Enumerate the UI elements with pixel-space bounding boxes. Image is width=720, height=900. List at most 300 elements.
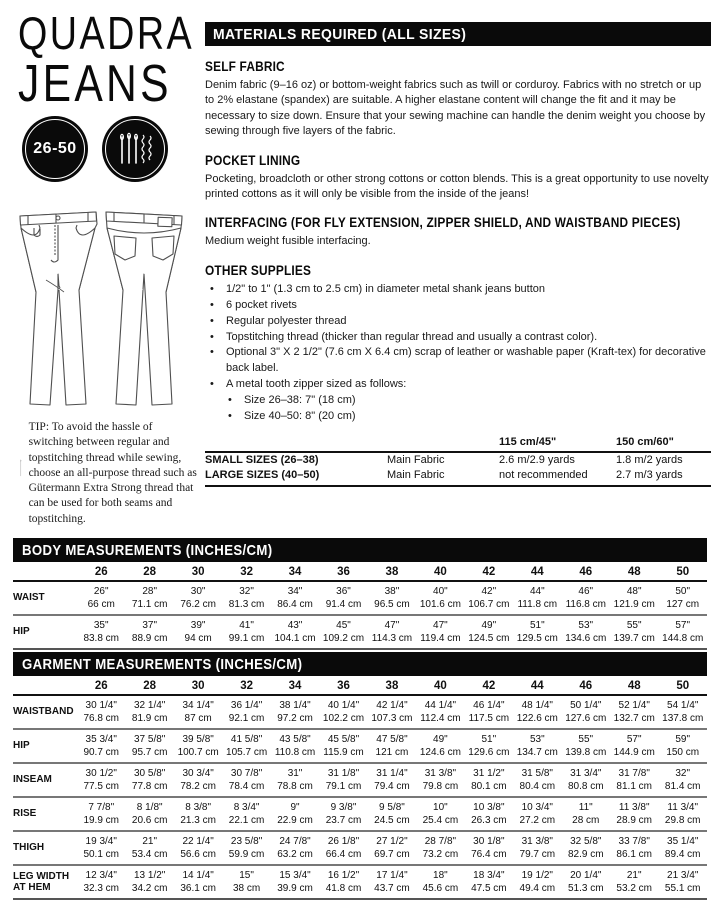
inches-value: 49" bbox=[481, 620, 497, 631]
inches-value: 35" bbox=[93, 620, 109, 631]
row-label: WAISTBAND bbox=[13, 706, 74, 718]
measurement-cell bbox=[271, 865, 319, 899]
measurement-cell bbox=[319, 615, 367, 649]
fabric-col-header bbox=[387, 435, 499, 452]
measurement-cell bbox=[658, 763, 707, 797]
inches-value: 32" bbox=[239, 586, 254, 597]
measurement-cell bbox=[77, 615, 125, 649]
row-label: LEG WIDTH AT HEM bbox=[13, 870, 70, 893]
measurement-cell bbox=[658, 729, 707, 763]
body-measurements-header-bar bbox=[13, 538, 707, 562]
measurement-cell bbox=[610, 831, 658, 865]
supply-item bbox=[205, 377, 711, 393]
measurement-cell bbox=[368, 763, 416, 797]
inches-value: 35 3/4" bbox=[85, 734, 117, 745]
inches-value: 59" bbox=[675, 734, 691, 745]
cm-value: 83.8 cm bbox=[83, 633, 120, 644]
row-label: HIP bbox=[13, 740, 30, 752]
size-col-header: 30 bbox=[174, 677, 222, 695]
measurement-cell bbox=[174, 615, 222, 649]
measurement-cell bbox=[610, 581, 658, 615]
measurement-cell bbox=[368, 695, 416, 729]
measurement-cell bbox=[465, 729, 513, 763]
measurement-cell bbox=[271, 615, 319, 649]
inches-value: 21" bbox=[142, 836, 158, 847]
bullet-icon: • bbox=[210, 298, 214, 311]
inches-value: 15 3/4" bbox=[279, 870, 311, 881]
inches-value: 23 5/8" bbox=[230, 836, 263, 847]
measurement-cell bbox=[416, 797, 464, 831]
size-col-header: 42 bbox=[465, 677, 513, 695]
needles-badge bbox=[102, 116, 168, 182]
fabric-cell: 2.7 m/3 yards bbox=[616, 468, 711, 486]
cm-value: 91.4 cm bbox=[325, 599, 362, 610]
cm-value: 104.1 cm bbox=[274, 633, 316, 644]
body-measurements-table bbox=[13, 563, 707, 650]
inches-value: 9 5/8" bbox=[379, 802, 405, 813]
measurement-cell bbox=[125, 695, 173, 729]
fabric-col-header: 115 cm/45" bbox=[499, 435, 616, 452]
cm-value: 100.7 cm bbox=[177, 747, 219, 758]
measurement-cell bbox=[658, 831, 707, 865]
measurement-cell bbox=[513, 695, 561, 729]
cm-value: 144.9 cm bbox=[613, 747, 655, 758]
bullet-icon: • bbox=[210, 346, 214, 359]
measurement-cell bbox=[77, 831, 125, 865]
cm-value: 78.2 cm bbox=[180, 781, 216, 792]
measurement-cell bbox=[319, 695, 367, 729]
inches-value: 44 1/4" bbox=[424, 700, 457, 711]
measurement-cell bbox=[174, 581, 222, 615]
inches-value: 47" bbox=[384, 620, 400, 631]
other-supplies-heading: OTHER SUPPLIES bbox=[205, 262, 312, 278]
bullet-icon: • bbox=[210, 314, 214, 327]
cm-value: 19.9 cm bbox=[83, 815, 120, 826]
measurement-cell bbox=[368, 729, 416, 763]
inches-value: 36" bbox=[336, 586, 351, 597]
inches-value: 49" bbox=[433, 734, 448, 745]
row-label: INSEAM bbox=[13, 774, 52, 786]
size-col-header: 32 bbox=[222, 563, 270, 581]
inches-value: 31 3/8" bbox=[424, 768, 457, 779]
measurement-cell bbox=[416, 695, 464, 729]
size-col-header: 50 bbox=[658, 563, 707, 581]
inches-value: 55" bbox=[578, 734, 594, 745]
measurement-cell bbox=[416, 729, 464, 763]
inches-value: 9" bbox=[290, 802, 300, 813]
inches-value: 32 1/4" bbox=[134, 700, 166, 711]
measurement-row bbox=[13, 865, 707, 899]
size-col-header: 36 bbox=[319, 563, 367, 581]
cm-value: 29.8 cm bbox=[664, 815, 701, 826]
measurement-cell bbox=[125, 763, 173, 797]
supply-text: Regular polyester thread bbox=[226, 314, 347, 327]
inches-value: 57" bbox=[675, 620, 691, 631]
measurement-cell bbox=[416, 831, 464, 865]
inches-value: 11 3/8" bbox=[618, 802, 650, 813]
measurement-cell bbox=[416, 865, 464, 899]
cm-value: 47.5 cm bbox=[471, 883, 507, 894]
cm-value: 41.8 cm bbox=[325, 883, 362, 894]
measurement-cell bbox=[513, 865, 561, 899]
section-heading: SELF FABRIC bbox=[205, 59, 285, 74]
inches-value: 19 3/4" bbox=[85, 836, 117, 847]
measurement-cell bbox=[465, 695, 513, 729]
inches-value: 31 1/2" bbox=[473, 768, 505, 779]
inches-value: 45" bbox=[336, 620, 351, 631]
measurement-cell bbox=[222, 615, 270, 649]
inches-value: 36 1/4" bbox=[230, 700, 263, 711]
size-col-header: 30 bbox=[174, 563, 222, 581]
cm-value: 92.1 cm bbox=[228, 713, 265, 724]
inches-value: 7 7/8" bbox=[88, 802, 115, 813]
supply-text: Topstitching thread (thicker than regular thread and usually a contrast color). bbox=[226, 330, 598, 343]
row-label: THIGH bbox=[13, 842, 45, 854]
cm-value: 22.9 cm bbox=[277, 815, 313, 826]
measurement-cell bbox=[562, 865, 610, 899]
measurement-cell bbox=[271, 797, 319, 831]
measurement-cell bbox=[271, 831, 319, 865]
size-col-header: 26 bbox=[77, 563, 125, 581]
cm-value: 55.1 cm bbox=[664, 883, 701, 894]
cm-value: 117.5 cm bbox=[468, 713, 510, 724]
fabric-cell: Main Fabric bbox=[387, 468, 499, 486]
measurement-cell bbox=[77, 797, 125, 831]
supply-text: Size 40–50: 8" (20 cm) bbox=[244, 410, 356, 423]
cm-value: 53.2 cm bbox=[616, 883, 652, 894]
inches-value: 57" bbox=[626, 734, 642, 745]
inches-value: 41" bbox=[239, 620, 254, 631]
fabric-col-header bbox=[205, 435, 387, 452]
materials-header-bar bbox=[205, 22, 711, 46]
cm-value: 76.2 cm bbox=[180, 599, 216, 610]
cm-value: 23.7 cm bbox=[325, 815, 362, 826]
garment-measurements-section bbox=[13, 652, 707, 900]
inches-value: 51" bbox=[481, 734, 497, 745]
inches-value: 34" bbox=[287, 586, 303, 597]
inches-value: 17 1/4" bbox=[376, 870, 408, 881]
bullet-icon: • bbox=[210, 282, 214, 295]
tip-note bbox=[20, 420, 198, 527]
cm-value: 134.7 cm bbox=[516, 747, 558, 758]
cm-value: 36.1 cm bbox=[180, 883, 216, 894]
inches-value: 31" bbox=[287, 768, 303, 779]
supply-subitem bbox=[223, 409, 356, 425]
inches-value: 32 5/8" bbox=[570, 836, 602, 847]
measurement-cell bbox=[562, 695, 610, 729]
measurement-cell bbox=[465, 831, 513, 865]
inches-value: 31 3/4" bbox=[570, 768, 602, 779]
measurement-cell bbox=[610, 729, 658, 763]
inches-value: 39" bbox=[190, 620, 206, 631]
cm-value: 129.5 cm bbox=[516, 633, 558, 644]
size-col-header: 46 bbox=[562, 677, 610, 695]
cm-value: 86.4 cm bbox=[277, 599, 313, 610]
cm-value: 102.2 cm bbox=[322, 713, 365, 724]
measurement-cell bbox=[562, 797, 610, 831]
inches-value: 48" bbox=[626, 586, 642, 597]
inches-value: 51" bbox=[529, 620, 545, 631]
measurement-cell bbox=[125, 865, 173, 899]
inches-value: 10 3/4" bbox=[521, 802, 553, 813]
supply-text: 1/2" to 1" (1.3 cm to 2.5 cm) in diameter metal shank jeans button bbox=[226, 282, 546, 295]
measurement-cell bbox=[562, 729, 610, 763]
measurement-cell bbox=[513, 615, 561, 649]
inches-value: 53" bbox=[578, 620, 594, 631]
cm-value: 121 cm bbox=[375, 747, 409, 758]
inches-value: 16 1/2" bbox=[327, 870, 360, 881]
inches-value: 30 7/8" bbox=[230, 768, 263, 779]
cm-value: 111.8 cm bbox=[517, 599, 558, 610]
measurement-cell bbox=[610, 797, 658, 831]
measurement-cell bbox=[125, 615, 173, 649]
supply-item bbox=[205, 314, 711, 330]
fabric-table-row bbox=[205, 452, 711, 468]
cm-value: 78.4 cm bbox=[228, 781, 265, 792]
cm-value: 79.4 cm bbox=[374, 781, 410, 792]
inches-value: 26 1/8" bbox=[327, 836, 360, 847]
size-col-header: 48 bbox=[610, 563, 658, 581]
measurement-cell bbox=[513, 831, 561, 865]
cm-value: 119.4 cm bbox=[420, 633, 461, 644]
inches-value: 31 1/4" bbox=[376, 768, 408, 779]
inches-value: 8 3/4" bbox=[233, 802, 260, 813]
section-body: Pocketing, broadcloth or other strong cottons or cotton blends. This is a great opportunity to use novelty printed cottons as it will only be visible from the inside of the jeans! bbox=[205, 172, 709, 200]
measurement-cell bbox=[174, 831, 222, 865]
cm-value: 124.6 cm bbox=[419, 747, 461, 758]
inches-value: 40 1/4" bbox=[327, 700, 360, 711]
inches-value: 37" bbox=[142, 620, 158, 631]
cm-value: 79.8 cm bbox=[422, 781, 459, 792]
jeans-front-back-icon bbox=[6, 194, 196, 412]
measurement-row bbox=[13, 763, 707, 797]
cm-value: 78.8 cm bbox=[277, 781, 313, 792]
cm-value: 134.6 cm bbox=[565, 633, 607, 644]
measurement-cell bbox=[562, 581, 610, 615]
fabric-cell: SMALL SIZES (26–38) bbox=[205, 454, 319, 467]
measurement-cell bbox=[77, 763, 125, 797]
measurement-cell bbox=[271, 695, 319, 729]
cm-value: 22.1 cm bbox=[228, 815, 265, 826]
cm-value: 49.4 cm bbox=[519, 883, 556, 894]
cm-value: 87 cm bbox=[184, 713, 212, 724]
fabric-cell: Main Fabric bbox=[387, 454, 445, 467]
inches-value: 14 1/4" bbox=[182, 870, 214, 881]
measurement-cell bbox=[465, 581, 513, 615]
measurement-cell bbox=[368, 581, 416, 615]
size-col-header: 40 bbox=[416, 677, 464, 695]
cm-value: 144.8 cm bbox=[662, 633, 704, 644]
measurement-cell bbox=[222, 695, 270, 729]
measurement-cell bbox=[271, 729, 319, 763]
measurement-cell bbox=[125, 581, 173, 615]
size-header-row bbox=[13, 677, 707, 695]
supply-text: Optional 3" X 2 1/2" (7.6 cm X 6.4 cm) scrap of leather or washable paper (Kraft-tex) for decorative back label. bbox=[226, 346, 706, 375]
inches-value: 21 3/4" bbox=[667, 870, 699, 881]
cm-value: 56.6 cm bbox=[180, 849, 216, 860]
measurement-cell bbox=[319, 729, 367, 763]
cm-value: 43.7 cm bbox=[374, 883, 410, 894]
materials-sections bbox=[205, 59, 711, 250]
measurement-cell bbox=[222, 729, 270, 763]
corner-cell bbox=[13, 563, 77, 581]
measurement-cell bbox=[125, 831, 173, 865]
inches-value: 31 7/8" bbox=[618, 768, 650, 779]
measurement-cell bbox=[222, 831, 270, 865]
measurement-cell bbox=[465, 797, 513, 831]
cm-value: 73.2 cm bbox=[422, 849, 459, 860]
size-col-header: 38 bbox=[368, 563, 416, 581]
cm-value: 110.8 cm bbox=[274, 747, 316, 758]
measurement-cell bbox=[465, 865, 513, 899]
inches-value: 50 1/4" bbox=[570, 700, 602, 711]
inches-value: 13 1/2" bbox=[134, 870, 166, 881]
measurement-cell bbox=[319, 797, 367, 831]
measurement-cell bbox=[222, 865, 270, 899]
inches-value: 30 1/2" bbox=[85, 768, 117, 779]
bullet-icon: • bbox=[210, 378, 214, 391]
measurement-cell bbox=[368, 797, 416, 831]
inches-value: 22 1/4" bbox=[182, 836, 214, 847]
inches-value: 15" bbox=[239, 870, 254, 881]
inches-value: 38" bbox=[384, 586, 400, 597]
cm-value: 86.1 cm bbox=[616, 849, 652, 860]
inches-value: 46 1/4" bbox=[473, 700, 505, 711]
cm-value: 124.5 cm bbox=[468, 633, 510, 644]
zipper-size-sublist bbox=[223, 393, 356, 425]
measurement-cell bbox=[658, 695, 707, 729]
cm-value: 90.7 cm bbox=[83, 747, 120, 758]
cm-value: 28 cm bbox=[572, 815, 600, 826]
garment-measurements-title: GARMENT MEASUREMENTS (INCHES/CM) bbox=[22, 655, 303, 673]
measurement-cell bbox=[658, 865, 707, 899]
pattern-logo bbox=[18, 7, 208, 113]
inches-value: 47" bbox=[433, 620, 448, 631]
supply-item bbox=[205, 330, 711, 346]
fabric-table-header-row bbox=[205, 435, 711, 452]
measurement-cell bbox=[513, 797, 561, 831]
cm-value: 88.9 cm bbox=[131, 633, 168, 644]
cm-value: 105.7 cm bbox=[226, 747, 268, 758]
measurement-row bbox=[13, 729, 707, 763]
tip-text: TIP: To avoid the hassle of switching between regular and topstitching thread while sewing, choose an all-purpose thread such as Gütermann Extra Strong thread that can be used for both seams and topstitching. bbox=[28, 421, 197, 525]
inches-value: 37 5/8" bbox=[134, 734, 166, 745]
needle-icon bbox=[20, 420, 22, 516]
inches-value: 21" bbox=[626, 870, 642, 881]
fabric-cell: 1.8 m/2 yards bbox=[616, 454, 683, 467]
inches-value: 30" bbox=[190, 586, 206, 597]
cm-value: 95.7 cm bbox=[131, 747, 168, 758]
measurement-cell bbox=[416, 615, 464, 649]
inches-value: 39 5/8" bbox=[182, 734, 214, 745]
measurement-cell bbox=[610, 865, 658, 899]
measurement-cell bbox=[610, 763, 658, 797]
cm-value: 139.8 cm bbox=[565, 747, 607, 758]
row-label: WAIST bbox=[13, 592, 45, 604]
supply-text: A metal tooth zipper sized as follows: bbox=[226, 378, 407, 391]
cm-value: 137.8 cm bbox=[662, 713, 704, 724]
measurement-cell bbox=[125, 797, 173, 831]
measurement-cell bbox=[465, 763, 513, 797]
cm-value: 109.2 cm bbox=[322, 633, 365, 644]
inches-value: 43" bbox=[287, 620, 303, 631]
row-label: HIP bbox=[13, 626, 30, 638]
inches-value: 31 1/8" bbox=[327, 768, 360, 779]
cm-value: 38 cm bbox=[232, 883, 261, 894]
size-col-header: 32 bbox=[222, 677, 270, 695]
garment-measurements-table bbox=[13, 677, 707, 900]
supply-text: 6 pocket rivets bbox=[226, 298, 297, 311]
cm-value: 89.4 cm bbox=[664, 849, 701, 860]
inches-value: 31 3/8" bbox=[521, 836, 553, 847]
other-supplies-list bbox=[205, 282, 711, 425]
materials-column bbox=[205, 22, 711, 487]
measurement-cell bbox=[222, 581, 270, 615]
inches-value: 10 3/8" bbox=[473, 802, 505, 813]
cm-value: 132.7 cm bbox=[613, 713, 655, 724]
inches-value: 20 1/4" bbox=[570, 870, 602, 881]
measurement-cell bbox=[77, 695, 125, 729]
bullet-icon: • bbox=[210, 330, 214, 343]
bullet-icon: • bbox=[228, 410, 232, 423]
measurement-row bbox=[13, 831, 707, 865]
measurement-cell bbox=[658, 615, 707, 649]
measurement-cell bbox=[174, 763, 222, 797]
measurement-cell bbox=[319, 865, 367, 899]
bullet-icon: • bbox=[228, 394, 232, 407]
materials-header-text: MATERIALS REQUIRED (ALL SIZES) bbox=[213, 25, 467, 43]
cm-value: 50.1 cm bbox=[83, 849, 120, 860]
measurement-cell bbox=[658, 797, 707, 831]
inches-value: 18 3/4" bbox=[473, 870, 505, 881]
cm-value: 80.1 cm bbox=[471, 781, 507, 792]
measurement-row bbox=[13, 797, 707, 831]
cm-value: 114.3 cm bbox=[371, 633, 413, 644]
inches-value: 8 3/8" bbox=[185, 802, 212, 813]
measurement-row bbox=[13, 695, 707, 729]
measurement-cell bbox=[174, 797, 222, 831]
inches-value: 11 3/4" bbox=[667, 802, 699, 813]
supply-subitem bbox=[223, 393, 356, 409]
inches-value: 28 7/8" bbox=[424, 836, 457, 847]
measurement-cell bbox=[610, 695, 658, 729]
measurement-cell bbox=[222, 797, 270, 831]
body-measurements-title: BODY MEASUREMENTS (INCHES/CM) bbox=[22, 541, 273, 559]
measurement-cell bbox=[319, 581, 367, 615]
fabric-col-header: 150 cm/60" bbox=[616, 435, 711, 452]
measurement-cell bbox=[271, 581, 319, 615]
inches-value: 30 3/4" bbox=[182, 768, 214, 779]
inches-value: 47 5/8" bbox=[376, 734, 408, 745]
cm-value: 20.6 cm bbox=[131, 815, 168, 826]
measurement-row bbox=[13, 615, 707, 649]
cm-value: 99.1 cm bbox=[228, 633, 265, 644]
inches-value: 8 1/8" bbox=[136, 802, 163, 813]
cm-value: 28.9 cm bbox=[616, 815, 652, 826]
cm-value: 53.4 cm bbox=[131, 849, 168, 860]
measurement-cell bbox=[319, 763, 367, 797]
inches-value: 48 1/4" bbox=[521, 700, 553, 711]
cm-value: 127.6 cm bbox=[565, 713, 607, 724]
measurement-cell bbox=[77, 865, 125, 899]
size-col-header: 28 bbox=[125, 563, 173, 581]
inches-value: 19 1/2" bbox=[521, 870, 553, 881]
section-heading: POCKET LINING bbox=[205, 152, 301, 168]
inches-value: 28" bbox=[142, 586, 158, 597]
measurement-cell bbox=[416, 763, 464, 797]
fabric-cell: not recommended bbox=[499, 468, 616, 486]
measurement-cell bbox=[513, 763, 561, 797]
